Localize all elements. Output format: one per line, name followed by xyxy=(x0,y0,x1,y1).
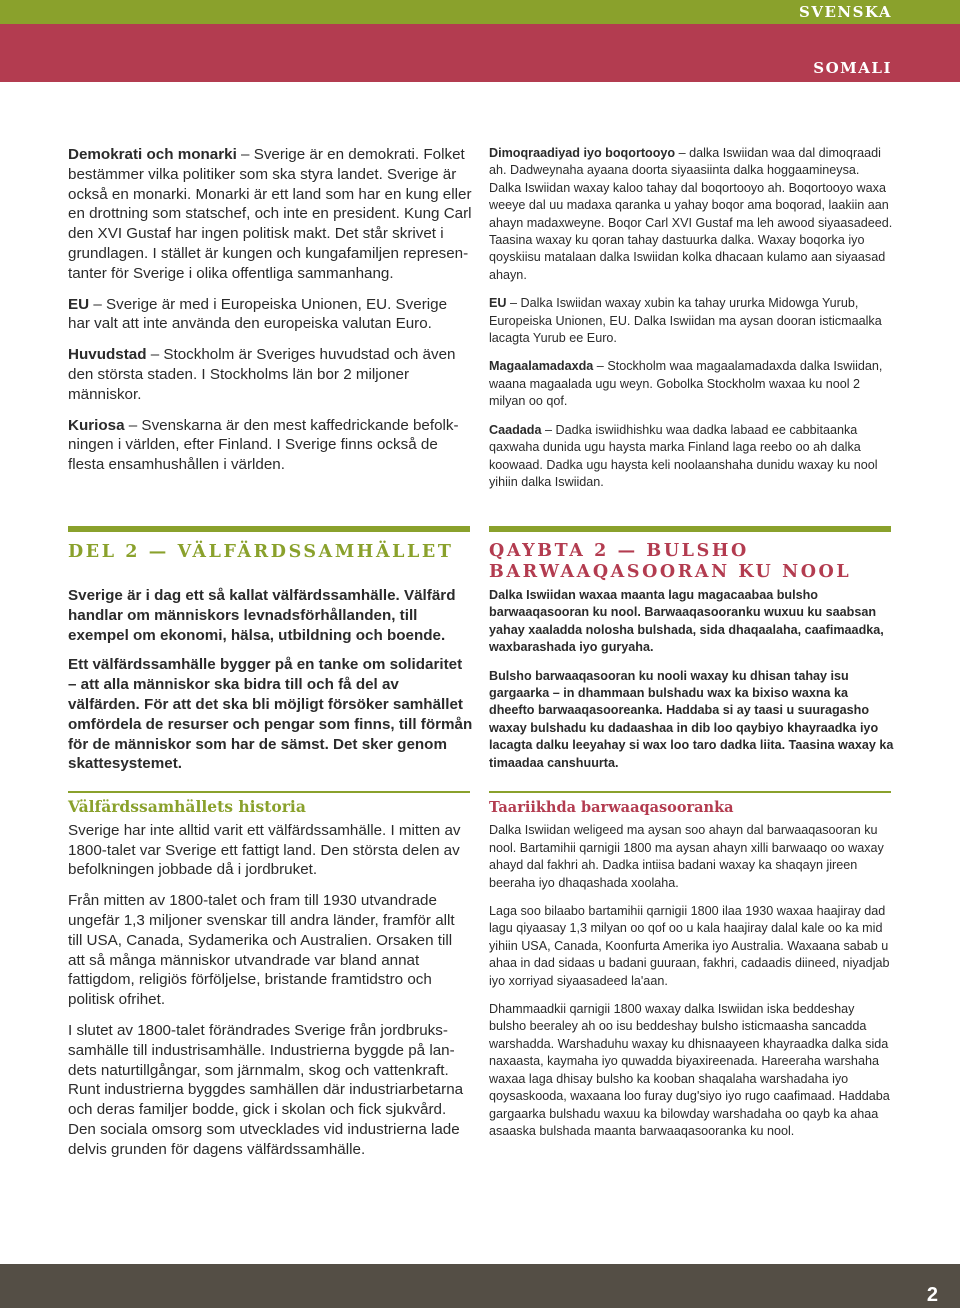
so-history-title: Taariikhda barwaaqasooranka xyxy=(489,799,734,816)
term: Kuriosa xyxy=(68,416,125,434)
sv-history-paragraph-3: I slutet av 1800-talet förändrades Sverige från jordbrukssamhälle till industrisamhälle. Industrierna byggde på landets naturtillgångar, som järnmalm, skog och vattenkraft. Runt industrierna byggdes samhällen där industriarbetarna och deras familjer bodde, gick i skolan och fick sjukvård. Den sociala omsorg som utvecklades vid industrierna lade delvis grunden för dagens välfärdssamhälle. xyxy=(68,1021,464,1158)
so-demokrati-paragraph xyxy=(489,145,894,284)
history-rule-swedish xyxy=(68,791,470,793)
so-eu-paragraph xyxy=(489,295,894,347)
somali-history xyxy=(489,799,894,1140)
swedish-history xyxy=(68,797,473,1160)
term: Huvudstad xyxy=(68,346,147,364)
so-lead-paragraph-1: Dalka Iswiidan waxaa maanta lagu magacaabaa bulsho barwaaqasooran ku nool. Barwaaqasooranku wuxuu ku saabsan yahay xaaladda nolosha bulshada, sida dhaqaalaha, caafimaadka, waxbarashada iyo guryaha. xyxy=(489,588,884,655)
somali-intro xyxy=(489,145,894,491)
section-rule-somali xyxy=(489,526,891,532)
footer-bar xyxy=(0,1264,960,1308)
so-history-paragraph-3: Dhammaadkii qarnigii 1800 waxay dalka Iswiidan iska beddeshay bulsho beeraley ah oo isu beddeshay bulsho isticmaasha sancadda warshadda. Warshaduhu waxay ku dhisnaayeen khayraadka dalka sida naxaasta, kaymaha iyo quwadda biyaxireenada. Hareeraha warshaha waxaa laga dhisay bulsho ka kooban shaqalaha warshadaha iyo qoysaskooda, waxaana loo furay dug'siyo iyo rugo caafimaad. Haddaba gargaarka bulshadu waxuu ka bilowday warshadaha oo qayb ka ahaa asaaska bulshada maanta barwaaqasooranka ku nool. xyxy=(489,1002,890,1138)
text: – Dalka Iswiidan waxay xubin ka tahay ururka Midowga Yurub, Europeiska Unionen, EU. Dalka Iswiidan ma aysan dooran isticmaalka lacagta Yurub ee Euro. xyxy=(489,296,882,346)
sv-demokrati-paragraph xyxy=(68,145,473,284)
swedish-lead xyxy=(68,586,473,774)
sv-history-paragraph-2: Från mitten av 1800-talet och fram till 1930 utvandrade ungefär 1,3 miljoner svenskar till andra länder, framför allt till USA, Canada, Sydamerika och Australien. Orsaken till att så många människor utvandrade var bland annat fattigdom, religiös förföljelse, bristande framtidstro och politisk ofrihet. xyxy=(68,892,455,1009)
language-label-somali: SOMALI xyxy=(813,59,892,77)
section-title-somali: QAYBTA 2 — BULSHO BARWAAQASOORAN KU NOOL xyxy=(489,541,852,582)
text: – Stockholm waa magaalamadaxda dalka Iswiidan, waana magaalada ugu weyn. Gobolka Stockholm waxaa ku nool 2 milyan oo qof. xyxy=(489,359,883,409)
so-history-paragraph-2: Laga soo bilaabo bartamihii qarnigii 1800 ilaa 1930 waxaa haajiray dad lagu qiyaasay 1,3 milyan oo qof oo u kala haajiray dalal kale oo ka mid yihiin USA, Canada, Koonfurta Amerika iyo Australia. Waxaana sabab u ahaa in dad sidaas u badani guuraan, fakhri, cadaadis diineed, niyadjab iyo xorriyad siyaasadeed la'aan. xyxy=(489,904,890,988)
so-history-paragraph-1: Dalka Iswiidan weligeed ma aysan soo ahayn dal barwaaqasooran ku nool. Bartamihii qarnigii 1800 ma aysan ahayn xilli barwaaqo oo waxay ahayd dal fakhri ah. Dadka intiisa badani waxay ka shaqayn jireen beeraha iyo dhaqashada xoolaha. xyxy=(489,823,884,890)
sv-history-paragraph-1: Sverige har inte alltid varit ett välfärdssamhälle. I mitten av 1800-talet var Sverige ett fattigt land. Den största delen av befolkningen jobbade då i jordbruket. xyxy=(68,821,461,879)
swedish-intro xyxy=(68,145,473,475)
so-huvudstad-paragraph xyxy=(489,358,894,410)
term: Magaalamadaxda xyxy=(489,359,594,374)
sv-kuriosa-paragraph xyxy=(68,416,473,475)
page-number: 2 xyxy=(926,1284,938,1306)
language-label-swedish: SVENSKA xyxy=(798,3,892,21)
text: – Stockholm är Sveriges huvudstad och även den största staden. I Stockholms län bor 2 miljoner människor. xyxy=(68,346,456,403)
so-lead-paragraph-2: Bulsho barwaaqasooran ku nooli waxay ku dhisan tahay isu gargaarka – in dhammaan bulshadu wax ka bixiso waxna ka dheefto barwaaqasooreanka. Haddaba si ay taasi u suuragasho waxay bulshadu ku dadaashaa in dib loo qaybiyo khayraadka iyo lacagta dalku leeyahay si wax loo taro dadka liita. Taasina waxay ka timaadaa canshuurta. xyxy=(489,668,894,770)
sv-eu-paragraph xyxy=(68,295,473,335)
term: EU xyxy=(68,295,90,313)
text: – Svenskarna är den mest kaffedrickande befolkningen i världen, efter Finland. I Sverige finns också de flesta ensamhushållen i världen. xyxy=(68,416,459,474)
section-title-swedish: DEL 2 — VÄLFÄRDSSAMHÄLLET xyxy=(68,542,454,562)
term: Demokrati och monarki xyxy=(68,146,237,163)
sv-huvudstad-paragraph xyxy=(68,345,473,404)
section-rule-swedish xyxy=(68,526,470,532)
sv-history-title: Välfärdssamhällets historia xyxy=(68,797,306,816)
somali-lead xyxy=(489,587,894,772)
term: EU xyxy=(489,296,507,311)
term: Caadada xyxy=(489,422,542,437)
text: – Sverige är en demokrati. Folket bestämmer vilka politiker som ska styra landet. Sverige är också en monarki. Monarki är ett land som har en kung eller en drottning som statschef, och inte en president. Kung Carl den XVI Gustaf har ingen politisk makt. Det står skrivet i grundlagen. I stället är kungen och kungafamiljen representanter för Sverige i olika offentliga sammanhang. xyxy=(68,146,472,282)
history-rule-somali xyxy=(489,791,891,793)
text: – dalka Iswiidan waa dal dimoqraadi ah. Dadweynaha ayaana doorta siyaasiinta dalka hoggaamineysa. Dalka Iswiidan waxay kaloo tahay dal boqortooyo ah. Boqortooyo waxa weeye dal uu madaxa qaranka u yahay boqor ama boqorad, laakiin aan ahayn madaxweyne. Boqor Carl XVI Gustaf ma leh awood siyaasadeed. Taasina waxay ku qoran tahay dastuurka dalka. Waxay boqorka iyo qoyskiisu matalaan dalka Iswiidan kolka dhacaan kulamo aan siyaasad ahayn. xyxy=(489,146,893,282)
text: – Dadka iswiidhishku waa dadka labaad ee cabbitaanka qaxwaha dunida ugu haysta marka Finland laga reebo oo ah dalka koowaad. Dadka ugu haysta keli noolaanshaha dunidu waxay ku nool yihiin dalka Iswiidan. xyxy=(489,422,878,489)
sv-lead-paragraph-2: Ett välfärdssamhälle bygger på en tanke om solidaritet – att alla människor ska bidra till och få del av välfärden. För att det ska bli möjligt försöker samhället omfördela de resurser och pengar som finns, till förmån för de människor som har de sämst. Det sker genom skattesystemet. xyxy=(68,656,473,773)
sv-lead-paragraph-1: Sverige är i dag ett så kallat välfärdssamhälle. Välfärd handlar om människors levnadsförhållanden, till exempel om ekonomi, hälsa, utbildning och boende. xyxy=(68,587,456,644)
term: Dimoqraadiyad iyo boqortooyo xyxy=(489,146,676,160)
so-kuriosa-paragraph xyxy=(489,422,894,492)
text: – Sverige är med i Europeiska Unionen, EU. Sverige har valt att inte använda den europeiska valutan Euro. xyxy=(68,295,448,333)
